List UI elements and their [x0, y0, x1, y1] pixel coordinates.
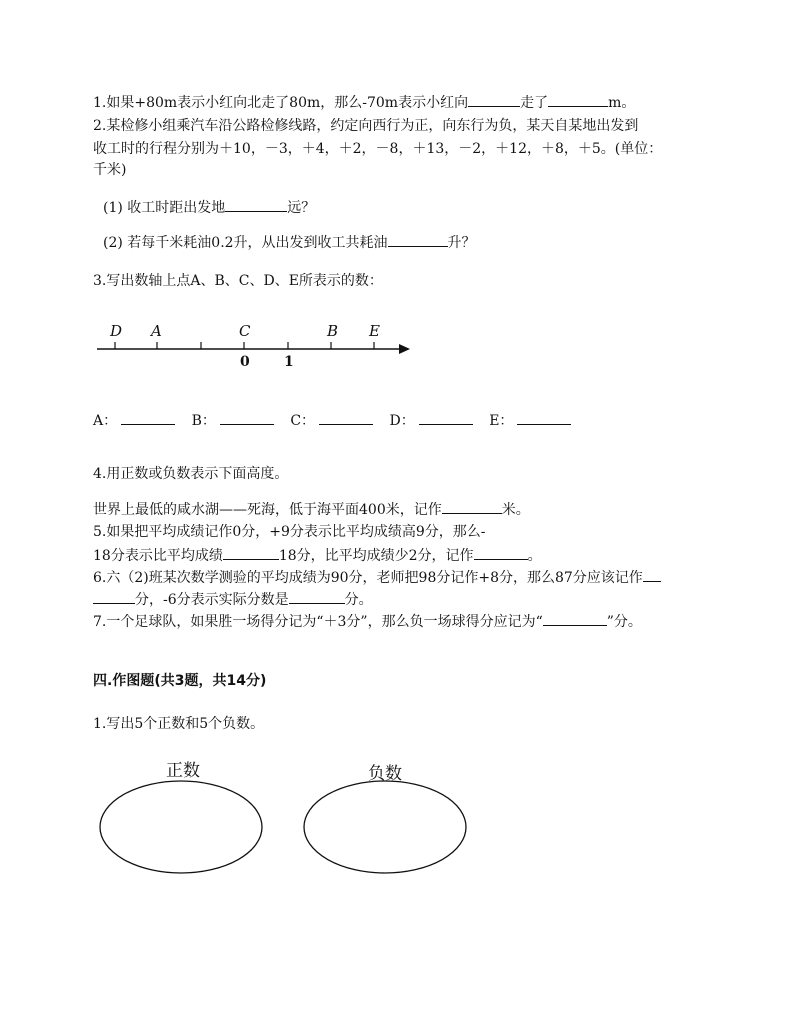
q7-blank[interactable] — [543, 611, 607, 626]
q7-text-a: 7.一个足球队，如果胜一场得分记为“＋3分”，那么负一场球得分应记为“ — [93, 614, 543, 630]
point-label-C: C — [239, 322, 251, 340]
q5-text-c: 。 — [527, 548, 542, 564]
question-5-line-2 — [93, 545, 542, 566]
answer-label-E: E： — [489, 413, 514, 429]
answer-label-B: B： — [191, 413, 216, 429]
positive-numbers-ellipse[interactable] — [100, 781, 262, 873]
q4-text-a: 世界上最低的咸水湖——死海，低于海平面400米，记作 — [93, 502, 442, 518]
question-2-line-3: 千米) — [93, 162, 127, 178]
q5-blank-2[interactable] — [474, 545, 528, 560]
q6-blank-1-start[interactable] — [643, 567, 661, 582]
q1-text-b: 走了 — [520, 95, 549, 111]
q3-answer-row — [93, 410, 583, 431]
question-2-line-1: 2.某检修小组乘汽车沿公路检修线路，约定向西行为正，向东行为负，某天自某地出发到 — [93, 118, 639, 134]
positive-numbers-label: 正数 — [166, 761, 200, 781]
section-4-heading: 四.作图题(共3题，共14分) — [93, 673, 267, 689]
tick-label-1: 1 — [284, 354, 294, 370]
answer-label-A: A： — [93, 413, 118, 429]
q6-text-c: 分。 — [344, 592, 373, 608]
answer-blank-B[interactable] — [220, 410, 274, 425]
q7-text-b: ”分。 — [606, 614, 642, 630]
question-6-line-2 — [93, 589, 373, 610]
q2-sub2-text-b: 升？ — [447, 235, 476, 251]
question-4-detail — [93, 499, 530, 520]
q6-text-b: 分，-6分表示实际分数是 — [135, 592, 289, 608]
point-label-A: A — [151, 322, 162, 340]
q1-text-a: 1.如果+80m表示小红向北走了80m，那么-70m表示小红向 — [93, 95, 469, 111]
question-6-line-1 — [93, 567, 661, 588]
question-7 — [93, 611, 642, 632]
q1-text-c: m。 — [608, 95, 636, 111]
answer-blank-D[interactable] — [419, 410, 473, 425]
q6-blank-1-end[interactable] — [93, 589, 135, 604]
number-line-arrow — [399, 344, 410, 354]
question-2-line-2: 收工时的行程分别为＋10，－3，＋4，＋2，－8，＋13，－2，＋12，＋8，＋5。(单位： — [93, 141, 663, 157]
q5-blank-1[interactable] — [223, 545, 279, 560]
q4-blank[interactable] — [442, 499, 502, 514]
point-label-D: D — [110, 322, 123, 340]
q6-text-a: 6.六（2)班某次数学测验的平均成绩为90分，老师把98分记作+8分，那么87分应该记作 — [93, 570, 643, 586]
negative-numbers-label: 负数 — [368, 764, 402, 784]
q2-sub1-text-b: 远？ — [287, 200, 316, 216]
point-label-E: E — [369, 322, 380, 340]
number-line-ticks — [115, 342, 374, 349]
q2-sub2-text-a: (2) 若每千米耗油0.2升，从出发到收工共耗油 — [103, 235, 388, 251]
negative-numbers-ellipse[interactable] — [304, 781, 466, 873]
q5-text-b: 18分，比平均成绩少2分，记作 — [278, 548, 474, 564]
answer-blank-A[interactable] — [121, 410, 175, 425]
answer-label-C: C： — [290, 413, 316, 429]
question-4: 4.用正数或负数表示下面高度。 — [93, 466, 289, 482]
section-4-question-1: 1.写出5个正数和5个负数。 — [93, 716, 265, 732]
question-3: 3.写出数轴上点A、B、C、D、E所表示的数： — [93, 273, 383, 289]
q4-text-b: 米。 — [501, 502, 530, 518]
q2-sub1-text-a: (1) 收工时距出发地 — [103, 200, 226, 216]
tick-label-0: 0 — [240, 354, 250, 370]
answer-label-D: D： — [389, 413, 415, 429]
point-label-B: B — [327, 322, 339, 340]
answer-blank-E[interactable] — [517, 410, 571, 425]
answer-blank-C[interactable] — [319, 410, 373, 425]
question-5-line-1: 5.如果把平均成绩记作0分，+9分表示比平均成绩高9分，那么- — [93, 524, 486, 540]
q6-blank-2[interactable] — [289, 589, 345, 604]
q5-text-a: 18分表示比平均成绩 — [93, 548, 223, 564]
